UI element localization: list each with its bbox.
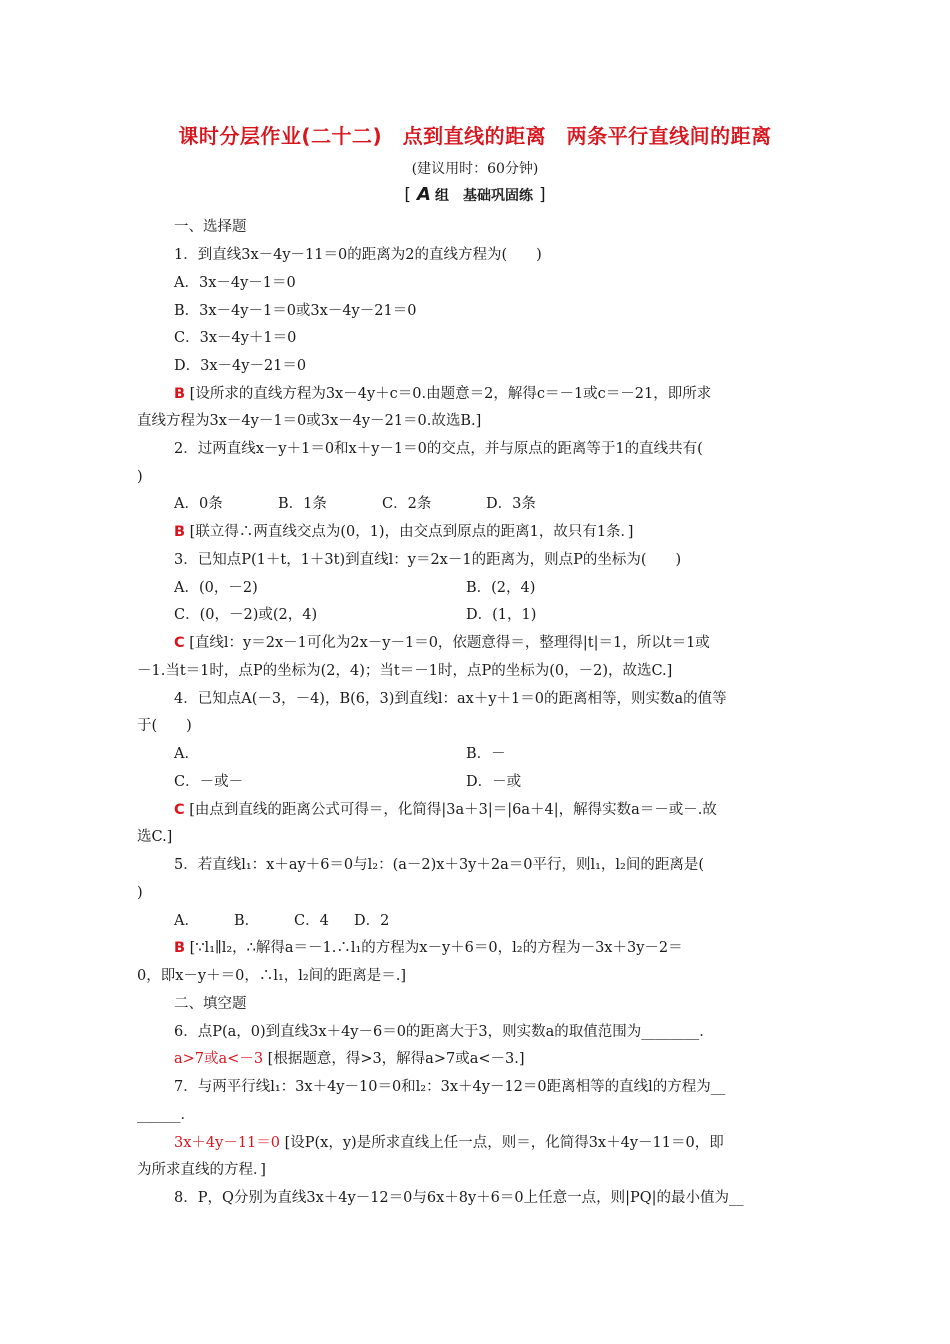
section-choice: 一、选择题 [174, 219, 247, 235]
q2-option-a: A．0条 [174, 496, 223, 512]
q6-explanation: [根据题意，得>3，解得a>7或a<－3.] [267, 1051, 525, 1067]
q2-option-b: B．1条 [278, 496, 327, 512]
q3-options-row1 [174, 578, 258, 598]
q4-stem-cont: 于( ) [137, 718, 192, 734]
q6-answer: a>7或a<－3 [174, 1051, 264, 1067]
q2-option-c: C．2条 [382, 496, 432, 512]
q1-option-a: A．3x－4y－1＝0 [174, 275, 296, 291]
q2-answer: B [174, 524, 186, 540]
q3-option-a: A．(0，－2) [174, 580, 258, 596]
q5-explanation-cont: 0，即x－y＋＝0，∴l₁，l₂间的距离是＝.] [137, 968, 406, 984]
bracket-open: [ [404, 185, 412, 205]
q3-explanation: [直线l：y＝2x－1可化为2x－y－1＝0，依题意得＝，整理得|t|＝1，所以t＝1或 [189, 635, 710, 651]
q7-stem: 7．与两平行线l₁：3x＋4y－10＝0和l₂：3x＋4y－12＝0距离相等的直线l的方程为__ [174, 1079, 726, 1095]
q4-option-b: B．－ [466, 746, 506, 762]
q4-stem: 4．已知点A(－3，－4)，B(6，3)到直线l：ax＋y＋1＝0的距离相等，则实数a的值等 [174, 691, 727, 707]
q6-stem: 6．点P(a，0)到直线3x＋4y－6＝0的距离大于3，则实数a的取值范围为________． [174, 1024, 714, 1040]
q5-stem: 5．若直线l₁：x＋ay＋6＝0与l₂：(a－2)x＋3y＋2a＝0平行，则l₁，l₂间的距离是( [174, 857, 705, 873]
q5-option-b: B． [234, 913, 260, 929]
group-badge: A [417, 184, 431, 205]
q2-options [174, 494, 590, 514]
q7-explanation: [设P(x，y)是所求直线上任一点，则＝，化简得3x＋4y－11＝0，即 [284, 1135, 724, 1151]
q1-explanation: [设所求的直线方程为3x－4y＋c＝0.由题意＝2，解得c＝－1或c＝－21，即所求 [189, 386, 712, 402]
q2-explanation: [联立得∴两直线交点为(0，1)，由交点到原点的距离1，故只有1条．] [189, 524, 634, 540]
time-suggestion: (建议用时：60分钟) [411, 161, 539, 177]
q1-stem: 1．到直线3x－4y－11＝0的距离为2的直线方程为( ) [174, 247, 542, 263]
q7-stem-cont: ______． [137, 1107, 195, 1123]
q5-answer-line [174, 938, 683, 958]
q4-option-c: C．－或－ [174, 774, 244, 790]
q5-explanation: [∵l₁∥l₂，∴解得a＝－1.∴l₁的方程为x－y＋6＝0，l₂的方程为－3x＋3y－2＝ [189, 940, 683, 956]
q3-stem: 3．已知点P(1＋t，1＋3t)到直线l：y＝2x－1的距离为，则点P的坐标为( ) [174, 552, 682, 568]
q1-answer-line [174, 384, 711, 404]
section-fill: 二、填空题 [174, 996, 247, 1012]
q3-answer: C [174, 635, 185, 651]
q7-answer-line [174, 1133, 724, 1153]
bracket-close: ] [538, 185, 546, 205]
q4-option-d: D．－或 [466, 774, 522, 790]
q1-option-c: C．3x－4y＋1＝0 [174, 330, 297, 346]
group-heading [0, 184, 950, 205]
q5-option-a: A． [174, 913, 199, 929]
q5-option-c: C．4 [294, 913, 329, 929]
q8-stem: 8．P，Q分别为直线3x＋4y－12＝0与6x＋8y＋6＝0上任意一点，则|PQ|的最小值为__ [174, 1190, 744, 1206]
q3-explanation-cont: －1.当t＝1时，点P的坐标为(2，4)；当t＝－1时，点P的坐标为(0，－2)，故选C.] [137, 663, 673, 679]
q1-answer: B [174, 386, 186, 402]
q3-option-b: B．(2，4) [466, 580, 536, 596]
q5-option-d: D．2 [354, 913, 390, 929]
q5-stem-cont: ) [137, 885, 143, 901]
q5-options [174, 911, 414, 931]
group-label: 组 基础巩固练 [434, 188, 533, 204]
q2-option-d: D．3条 [486, 496, 536, 512]
q4-option-a: A． [174, 746, 199, 762]
q5-answer: B [174, 940, 186, 956]
q6-answer-line [174, 1049, 525, 1069]
q4-explanation-cont: 选C.] [137, 829, 173, 845]
page-title: 课时分层作业(二十二) 点到直线的距离 两条平行直线间的距离 [178, 124, 772, 148]
q3-option-c: C．(0，－2)或(2，4) [174, 607, 318, 623]
q7-answer: 3x＋4y－11＝0 [174, 1135, 280, 1151]
q1-option-d: D．3x－4y－21＝0 [174, 358, 307, 374]
q3-option-d: D．(1，1) [466, 607, 537, 623]
q2-stem-cont: ) [137, 469, 143, 485]
q7-explanation-cont: 为所求直线的方程．] [137, 1162, 266, 1178]
q3-answer-line [174, 633, 710, 653]
q4-answer-line [174, 800, 717, 820]
q2-stem: 2．过两直线x－y＋1＝0和x＋y－1＝0的交点，并与原点的距离等于1的直线共有( [174, 441, 703, 457]
q2-answer-line [174, 522, 633, 542]
q1-explanation-cont: 直线方程为3x－4y－1＝0或3x－4y－21＝0.故选B.] [137, 413, 482, 429]
q1-option-b: B．3x－4y－1＝0或3x－4y－21＝0 [174, 303, 417, 319]
q4-explanation: [由点到直线的距离公式可得＝，化简得|3a＋3|＝|6a＋4|，解得实数a＝－或－.故 [189, 802, 717, 818]
q4-answer: C [174, 802, 185, 818]
